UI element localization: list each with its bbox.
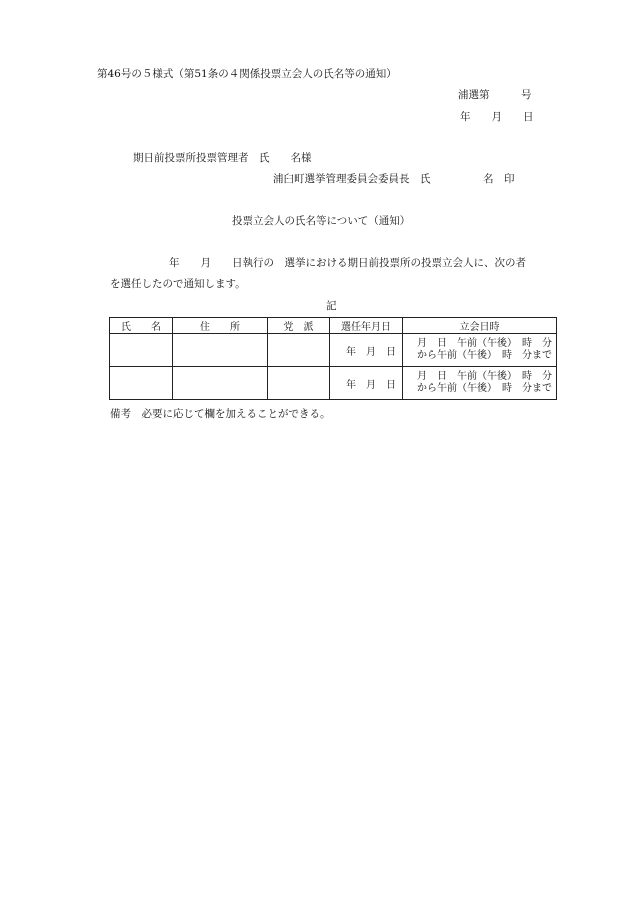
header-name: 氏 名 <box>110 318 173 334</box>
header-address: 住 所 <box>173 318 268 334</box>
table-header-row <box>110 318 557 334</box>
ki-label: 記 <box>326 300 337 312</box>
document-number: 浦選第 号 <box>458 89 532 101</box>
body-line-2: を選任したので通知します。 <box>110 278 246 290</box>
time-line-2: から午前（午後） 時 分まで <box>417 350 552 361</box>
cell-attendance-time <box>403 367 557 400</box>
form-title: 第46号の５様式（第51条の４関係投票立会人の氏名等の通知） <box>97 68 397 80</box>
appointee-table <box>109 317 557 400</box>
time-line-1: 月 日 午前（午後） 時 分 <box>417 370 552 382</box>
cell-party <box>268 367 330 400</box>
note: 備考 必要に応じて欄を加えることができる。 <box>110 408 331 420</box>
cell-name <box>110 334 173 367</box>
cell-party <box>268 334 330 367</box>
document-date: 年 月 日 <box>460 111 534 123</box>
cell-appointment-date: 年 月 日 <box>330 334 403 367</box>
table-row <box>110 367 557 400</box>
sender: 浦臼町選挙管理委員会委員長 氏 名 印 <box>273 173 515 185</box>
table-row <box>110 334 557 367</box>
cell-appointment-date: 年 月 日 <box>330 367 403 400</box>
cell-address <box>173 334 268 367</box>
header-attendance-time: 立会日時 <box>403 318 557 334</box>
time-line-2: から午前（午後） 時 分まで <box>417 383 552 394</box>
addressee: 期日前投票所投票管理者 氏 名様 <box>133 152 312 164</box>
header-party: 党 派 <box>268 318 330 334</box>
body-line-1: 年 月 日執行の 選挙における期日前投票所の投票立会人に、次の者 <box>169 257 526 269</box>
time-line-1: 月 日 午前（午後） 時 分 <box>417 337 552 349</box>
cell-name <box>110 367 173 400</box>
cell-attendance-time <box>403 334 557 367</box>
header-appointment-date: 選任年月日 <box>330 318 403 334</box>
cell-address <box>173 367 268 400</box>
subject-title: 投票立会人の氏名等について（通知） <box>232 215 411 227</box>
